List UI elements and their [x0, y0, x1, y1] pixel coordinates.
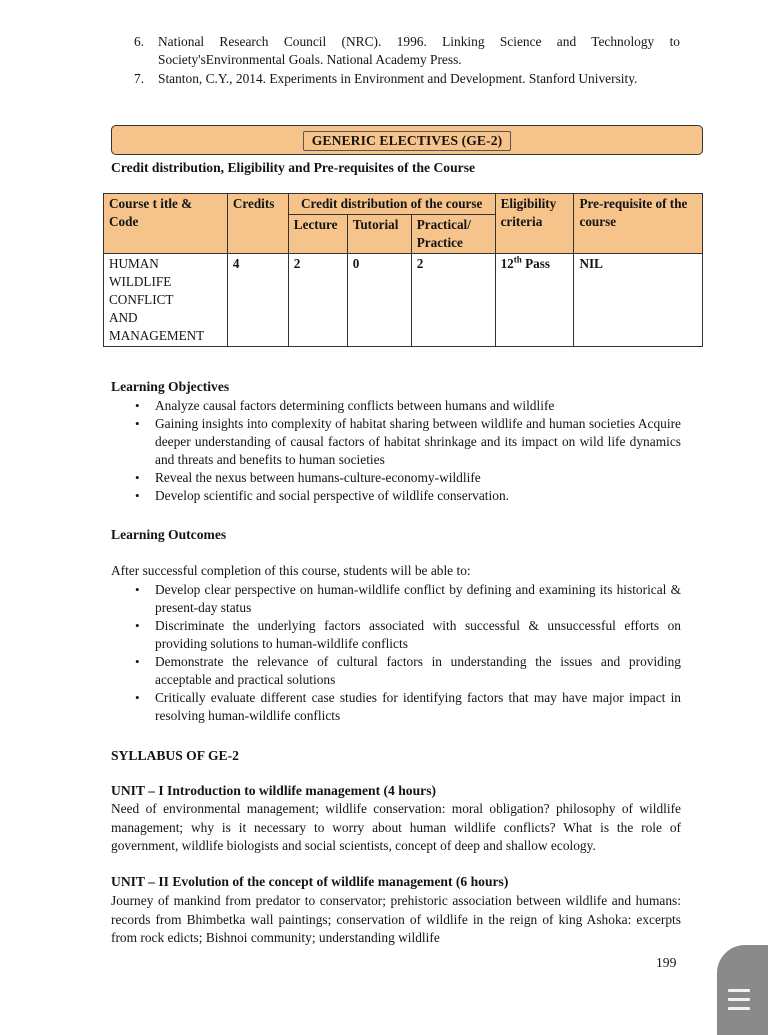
page-number: 199: [656, 955, 677, 970]
eligibility-base: 12: [500, 256, 514, 271]
unit-1-hours: (4 hours): [380, 783, 437, 798]
header-tutorial: Tutorial: [347, 215, 411, 254]
list-item: • Discriminate the underlying factors associated with successful & unsuccessful efforts on providing solutions to human-wildlife conflicts: [111, 617, 681, 653]
course-title-line: HUMAN: [109, 256, 159, 271]
unit-2-body: Journey of mankind from predator to conservator; prehistoric association between wildlife and humans: records from Bhimbetka wall paintings; conservation of wildlife in the reign of king Ashoka: excerpts from rock edicts; Bishnoi community; understanding wildlife: [111, 893, 681, 945]
header-eligibility: Eligibility criteria: [495, 194, 574, 254]
eligibility-rest: Pass: [521, 256, 550, 271]
unit-1-body: Need of environmental management; wildlife conservation: moral obligation? philosophy of wildlife management; why is it necessary to worry about human wildlife conflicts? What is the role of government, wildlife biologists and social scientists, concept of deep and shallow ecology.: [111, 801, 681, 853]
page-edge-tab: [717, 945, 768, 1035]
edge-tab-bar: [728, 989, 750, 992]
tutorial-cell: 0: [347, 254, 411, 347]
syllabus-heading: SYLLABUS OF GE-2: [111, 748, 239, 763]
learning-objectives-list: [111, 397, 681, 505]
header-credit-distribution: Credit distribution of the course: [288, 194, 495, 215]
unit-2-title: UNIT – II Evolution of the concept of wildlife management: [111, 874, 453, 889]
learning-outcomes-intro: After successful completion of this course, students will be able to:: [111, 563, 471, 578]
course-title-line: MANAGEMENT: [109, 328, 205, 343]
unit-2-hours: (6 hours): [452, 874, 509, 889]
unit-1-title: UNIT – I Introduction to wildlife management: [111, 783, 381, 798]
list-item: • Develop clear perspective on human-wildlife conflict by defining and examining its historical & present-day status: [111, 581, 681, 617]
reference-text: National Research Council (NRC). 1996. Linking Science and Technology to Society'sEnvironmental Goals. National Academy Press.: [158, 34, 680, 67]
unit-2-heading: [111, 874, 508, 890]
lecture-cell: 2: [288, 254, 347, 347]
eligibility-cell: [495, 254, 574, 347]
list-item: • Reveal the nexus between humans-culture-economy-wildlife: [111, 469, 681, 487]
prerequisite-cell: NIL: [574, 254, 703, 347]
list-item: • Develop scientific and social perspective of wildlife conservation.: [111, 487, 681, 505]
reference-item: [120, 33, 680, 69]
reference-list: [120, 33, 680, 89]
ge-banner: [111, 125, 703, 155]
unit-1-heading: [111, 783, 436, 799]
eligibility-sup: th: [513, 254, 522, 265]
edge-tab-bar: [728, 1007, 750, 1010]
reference-number: 7.: [134, 71, 145, 86]
course-table: [103, 193, 703, 347]
course-title-line: CONFLICT: [109, 292, 174, 307]
header-title-code: Course t itle & Code: [104, 194, 228, 254]
list-item: • Gaining insights into complexity of habitat sharing between wildlife and human societies Acquire deeper understanding of causal factors of habitat shrinkage and its impact on wild life dynamics and threats and benefits to human societies: [111, 415, 681, 469]
credits-cell: 4: [227, 254, 288, 347]
learning-outcomes-list: [111, 581, 681, 725]
course-title-cell: [104, 254, 228, 347]
reference-number: 6.: [134, 34, 145, 49]
course-title-line: AND: [109, 310, 138, 325]
edge-tab-bar: [728, 998, 750, 1001]
header-lecture: Lecture: [288, 215, 347, 254]
course-title-line: WILDLIFE: [109, 274, 172, 289]
table-row: [104, 254, 703, 347]
learning-outcomes-heading: Learning Outcomes: [111, 527, 227, 542]
header-practical: Practical/ Practice: [411, 215, 495, 254]
list-item: • Demonstrate the relevance of cultural factors in understanding the issues and providing acceptable and practical solutions: [111, 653, 681, 689]
list-item: • Critically evaluate different case studies for identifying factors that may have major impact in resolving human-wildlife conflicts: [111, 689, 681, 725]
table-header-row: [104, 194, 703, 215]
list-item: • Analyze causal factors determining conflicts between humans and wildlife: [111, 397, 681, 415]
learning-objectives-heading: Learning Objectives: [111, 379, 230, 394]
reference-item: [120, 70, 680, 88]
ge-banner-title: GENERIC ELECTIVES (GE-2): [303, 131, 511, 151]
credit-distribution-heading: Credit distribution, Eligibility and Pre-requisites of the Course: [111, 160, 476, 175]
header-credits: Credits: [227, 194, 288, 254]
reference-text: Stanton, C.Y., 2014. Experiments in Environment and Development. Stanford University.: [158, 71, 638, 86]
practical-cell: 2: [411, 254, 495, 347]
header-prerequisite: Pre-requisite of the course: [574, 194, 703, 254]
